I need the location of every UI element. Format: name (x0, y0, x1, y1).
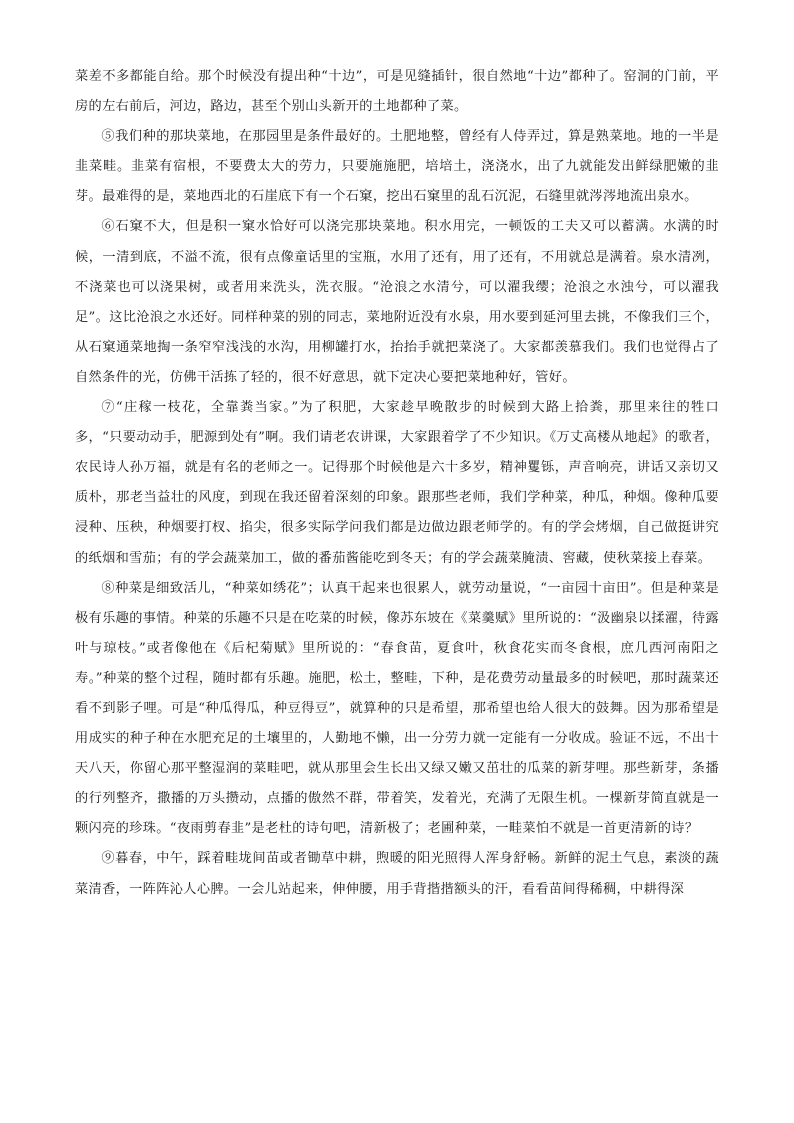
paragraph-7: ⑦“庄稼一枝花，全靠粪当家。”为了积肥，大家趁早晚散步的时候到大路上拾粪，那里来往的牲口多，“只要动动手，肥源到处有”啊。我们请老农讲课，大家跟着学了不少知识。《万丈高楼从地起》的歌者，农民诗人孙万福，就是有名的老师之一。记得那个时候他是六十多岁，精神矍铄，声音响亮，讲话又亲切又质朴，那老当益壮的风度，到现在我还留着深刻的印象。跟那些老师，我们学种菜，种瓜，种烟。像种瓜要浸种、压秧，种烟要打杈、掐尖，很多实际学问我们都是边做边跟老师学的。有的学会烤烟，自己做挺讲究的纸烟和雪茄；有的学会蔬菜加工，做的番茄酱能吃到冬天；有的学会蔬菜腌渍、窖藏，使秋菜接上春菜。 (75, 400, 719, 566)
paragraph-8: ⑧种菜是细致活儿，“种菜如绣花”；认真干起来也很累人，就劳动量说，“一亩园十亩田”。但是种菜是极有乐趣的事情。种菜的乐趣不只是在吃菜的时候，像苏东坡在《菜羹赋》里所说的：“汲幽泉以揉濯，待露叶与琼枝。”或者像他在《后杞菊赋》里所说的：“春食苗，夏食叶，秋食花实而冬食根，庶几西河南阳之寿。”种菜的整个过程，随时都有乐趣。施肥，松土，整畦，下种，是花费劳动量最多的时候吧，那时蔬菜还看不到影子哩。可是“种瓜得瓜，种豆得豆”，就算种的只是希望，那希望也给人很大的鼓舞。因为那希望是用成实的种子种在水肥充足的土壤里的，人勤地不懒，出一分劳力就一定能有一分收成。验证不远，不出十天八天，你留心那平整湿润的菜畦吧，就从那里会生长出又绿又嫩又茁壮的瓜菜的新芽哩。那些新芽，条播的行列整齐，撒播的万头攒动，点播的傲然不群，带着笑，发着光，充满了无限生机。一棵新芽简直就是一颗闪亮的珍珠。“夜雨剪春韭”是老杜的诗句吧，清新极了；老圃种菜，一畦菜怕不就是一首更清新的诗？ (75, 580, 719, 837)
paragraph-5: ⑤我们种的那块菜地，在那园里是条件最好的。土肥地整，曾经有人侍弄过，算是熟菜地。地的一半是韭菜畦。韭菜有宿根，不要费太大的劳力，只要施施肥，培培土，浇浇水，出了九就能发出鲜绿肥嫩的韭芽。最难得的是，菜地西北的石崖底下有一个石窠，挖出石窠里的乱石沉泥，石缝里就涔涔地流出泉水。 (75, 129, 719, 205)
paragraph-9: ⑨暮春，中午，踩着畦垅间苗或者锄草中耕，煦暖的阳光照得人浑身舒畅。新鲜的泥土气息，素淡的蔬菜清香，一阵阵沁人心脾。一会儿站起来，伸伸腰，用手背揩揩额头的汗，看看苗间得稀稠，中耕得深 (75, 851, 719, 897)
essay-body (75, 62, 719, 905)
paragraph-4-continued: 菜差不多都能自给。那个时候没有提出种“十边”，可是见缝插针，很自然地“十边”都种了。窑洞的门前，平房的左右前后，河边，路边，甚至个别山头新开的土地都种了菜。 (75, 69, 719, 115)
paragraph-6: ⑥石窠不大，但是积一窠水恰好可以浇完那块菜地。积水用完，一顿饭的工夫又可以蓄满。水满的时候，一清到底，不溢不流，很有点像童话里的宝瓶，水用了还有，用了还有，不用就总是满着。泉水清冽，不浇菜也可以浇果树，或者用来洗头，洗衣服。“沧浪之水清兮，可以濯我缨；沧浪之水浊兮，可以濯我足”。这比沧浪之水还好。同样种菜的别的同志，菜地附近没有水泉，用水要到延河里去挑，不像我们三个，从石窠通菜地掏一条窄窄浅浅的水沟，用柳罐打水，抬抬手就把菜浇了。大家都羡慕我们。我们也觉得占了自然条件的光，仿佛干活拣了轻的，很不好意思，就下定决心要把菜地种好，管好。 (75, 219, 719, 385)
